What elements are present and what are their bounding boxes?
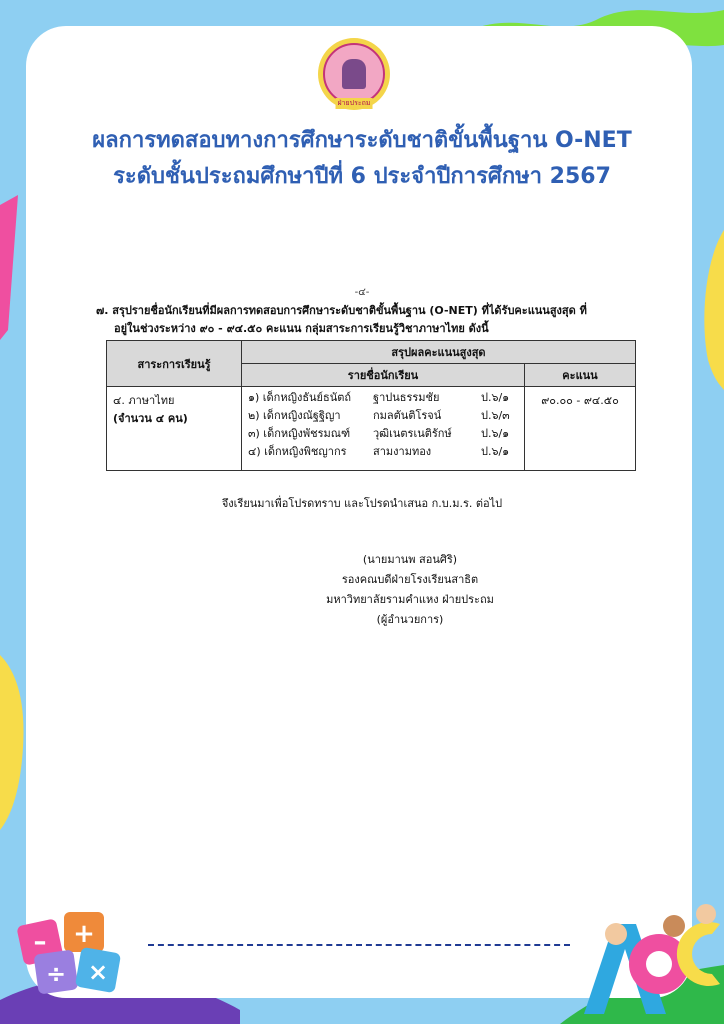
intro-line-2: อยู่ในช่วงระหว่าง ๙๐ - ๙๔.๕๐ คะแนน กลุ่มสาระการเรียนรู้วิชาภาษาไทย ดังนี้ xyxy=(114,322,489,335)
student-row xyxy=(242,407,524,425)
signatory-position-1: รองคณบดีฝ่ายโรงเรียนสาธิต xyxy=(341,573,479,586)
school-seal xyxy=(318,38,390,110)
header-score: คะแนน xyxy=(525,364,636,387)
student-last-name: วุฒิเนตรเนติรักษ์ xyxy=(373,427,452,440)
page-number: -๔- xyxy=(354,287,370,298)
math-symbols-icon xyxy=(14,908,134,998)
yellow-brush-right xyxy=(704,230,724,390)
subject-count: (จำนวน ๔ คน) xyxy=(113,412,188,425)
yellow-brush-left xyxy=(0,655,23,830)
dashed-divider xyxy=(148,944,570,946)
student-class: ป.๖/๑ xyxy=(481,445,510,458)
student-last-name: สามงามทอง xyxy=(373,445,432,458)
subject-name: ๔. ภาษาไทย xyxy=(113,394,175,407)
student-last-name: กมลตันติโรจน์ xyxy=(373,409,442,422)
student-first-name: ๑) เด็กหญิงธันย์ธนัตถ์ xyxy=(248,391,352,404)
svg-text:+: + xyxy=(73,919,95,949)
student-first-name: ๓) เด็กหญิงพัชรมณฑ์ xyxy=(248,427,351,440)
svg-text:×: × xyxy=(87,958,109,986)
header-names: รายชื่อนักเรียน xyxy=(242,364,525,387)
signatory-position-3: (ผู้อำนวยการ) xyxy=(376,613,444,626)
header-subject: สาระการเรียนรู้ xyxy=(107,341,242,387)
student-class: ป.๖/๑ xyxy=(481,391,510,404)
pink-brush-stroke xyxy=(0,195,18,340)
score-cell: ๙๐.๐๐ - ๙๔.๕๐ xyxy=(525,387,636,471)
student-row xyxy=(242,443,524,461)
abc-kids-illustration xyxy=(574,884,724,1024)
student-class: ป.๖/๑ xyxy=(481,427,510,440)
results-table xyxy=(106,340,636,471)
student-row xyxy=(242,425,524,443)
title-line-1: ผลการทดสอบทางการศึกษาระดับชาติขั้นพื้นฐาน O-NET xyxy=(92,128,632,153)
signatory-name: (นายมานพ สอนศิริ) xyxy=(362,553,458,566)
student-class: ป.๖/๓ xyxy=(481,409,510,422)
seal-figure-icon xyxy=(342,59,366,89)
seal-caption: ฝ่ายประถม xyxy=(337,99,371,107)
intro-line-1: ๗. สรุปรายชื่อนักเรียนที่มีผลการทดสอบการศึกษาระดับชาติขั้นพื้นฐาน (O-NET) ที่ได้รับคะแนนสูงสุด ที่ xyxy=(96,304,587,317)
svg-text:–: – xyxy=(33,927,47,957)
student-row xyxy=(242,389,524,407)
student-first-name: ๔) เด็กหญิงพิชญากร xyxy=(248,445,347,458)
signatory-position-2: มหาวิทยาลัยรามคำแหง ฝ่ายประถม xyxy=(326,593,494,606)
closing-text: จึงเรียนมาเพื่อโปรดทราบ และโปรดนำเสนอ ก.บ.ม.ร. ต่อไป xyxy=(221,497,503,510)
header-summary: สรุปผลคะแนนสูงสุด xyxy=(242,341,636,364)
title-line-2: ระดับชั้นประถมศึกษาปีที่ 6 ประจำปีการศึกษา 2567 xyxy=(113,164,611,189)
student-first-name: ๒) เด็กหญิงณัฐฐิญา xyxy=(248,409,341,422)
svg-text:÷: ÷ xyxy=(45,960,67,988)
subject-cell xyxy=(107,387,242,471)
names-cell xyxy=(242,387,525,471)
student-last-name: ฐาปนธรรมชัย xyxy=(373,391,440,404)
intro-paragraph xyxy=(96,302,636,338)
